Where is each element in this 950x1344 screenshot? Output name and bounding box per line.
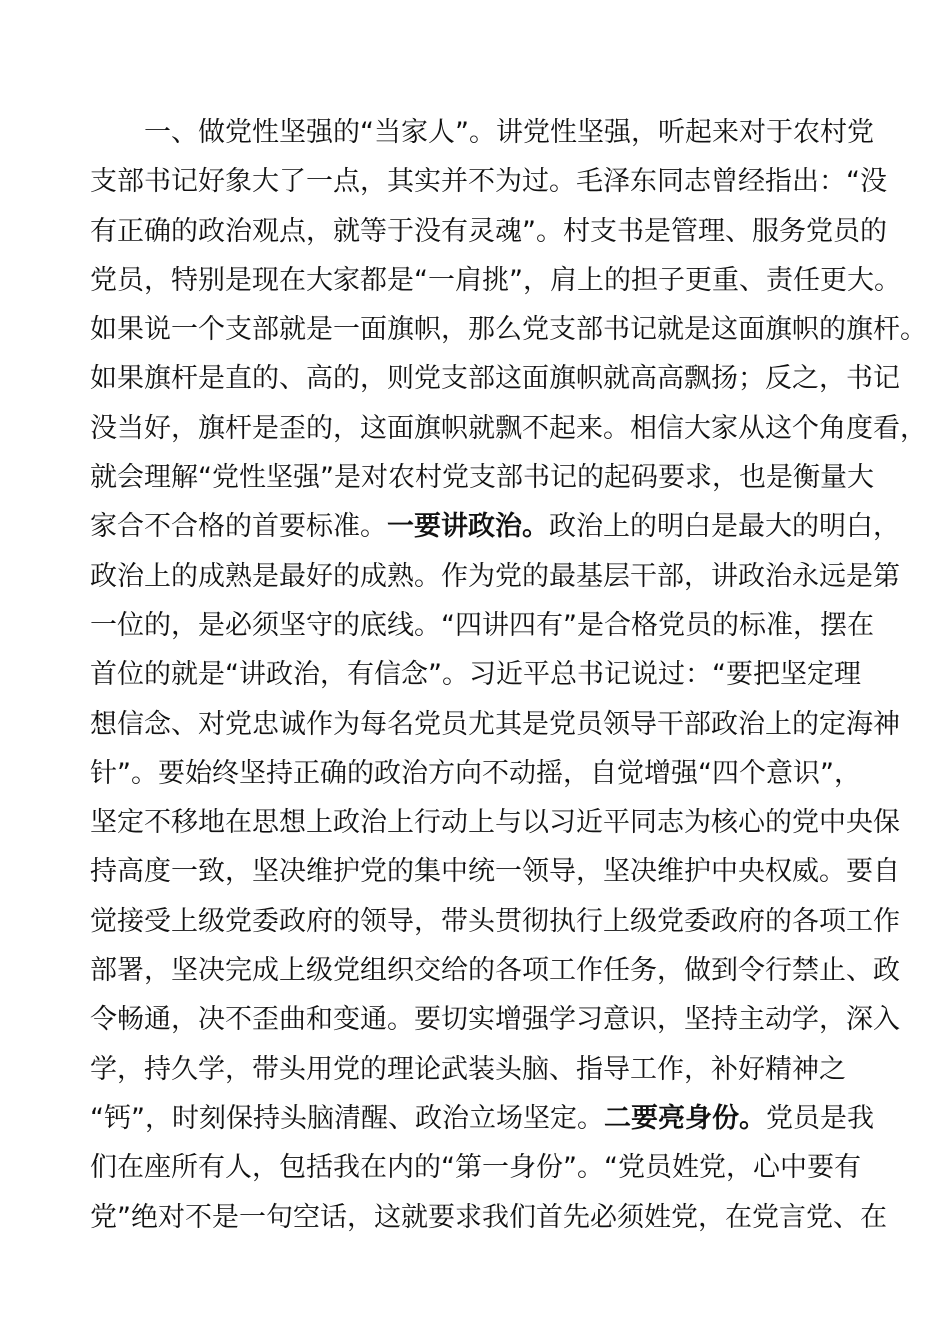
text-run: 一、做党性坚强的“当家人”。讲党性坚强，听起来对于农村党 xyxy=(144,117,874,148)
text-run: 令畅通，决不歪曲和变通。要切实增强学习意识，坚持主动学，深入 xyxy=(90,1004,900,1036)
text-line xyxy=(90,1045,880,1094)
text-run: “钙”，时刻保持头脑清醒、政治立场坚定。 xyxy=(90,1102,604,1134)
text-run: 政治上的明白是最大的明白， xyxy=(549,511,900,543)
text-line xyxy=(90,1143,880,1192)
text-line xyxy=(90,256,901,305)
text-run: 党员是我 xyxy=(765,1102,874,1134)
text-run: 党员，特别是现在大家都是“一肩挑”，肩上的担子更重、责任更大。 xyxy=(90,264,901,296)
text-run: 支部书记好象大了一点，其实并不为过。毛泽东同志曾经指出：“没 xyxy=(90,166,887,198)
text-line xyxy=(90,404,927,453)
text-run: 首位的就是“讲政治，有信念”。习近平总书记说过：“要把坚定理 xyxy=(90,659,861,691)
text-line xyxy=(90,1094,880,1143)
text-line xyxy=(90,552,900,601)
text-run: 针”。要始终坚持正确的政治方向不动摇，自觉增强“四个意识”， xyxy=(90,757,861,789)
text-line xyxy=(90,305,927,354)
text-run: 想信念、对党忠诚作为每名党员尤其是党员领导干部政治上的定海神 xyxy=(90,708,900,740)
text-line xyxy=(90,749,880,798)
text-run: 就会理解“党性坚强”是对农村党支部书记的起码要求，也是衡量大 xyxy=(90,462,874,494)
text-run: 觉接受上级党委政府的领导，带头贯彻执行上级党委政府的各项工作 xyxy=(90,905,900,937)
text-line xyxy=(90,453,880,502)
text-run: 们在座所有人，包括我在内的“第一身份”。“党员姓党，心中要有 xyxy=(90,1152,861,1184)
text-run: 持高度一致，坚决维护党的集中统一领导，坚决维护中央权威。要自 xyxy=(90,856,900,888)
text-run: 有正确的政治观点，就等于没有灵魂”。村支书是管理、服务党员的 xyxy=(90,215,887,247)
text-line xyxy=(90,798,900,847)
text-line xyxy=(90,502,900,551)
text-line xyxy=(90,157,887,206)
text-run: 如果旗杆是直的、高的，则党支部这面旗帜就高高飘扬；反之，书记 xyxy=(90,363,900,395)
text-line xyxy=(90,354,900,403)
text-run: 党”绝对不是一句空话，这就要求我们首先必须姓党，在党言党、在 xyxy=(90,1201,887,1233)
text-run: 坚定不移地在思想上政治上行动上与以习近平同志为核心的党中央保 xyxy=(90,807,900,839)
text-run: 政治上的成熟是最好的成熟。作为党的最基层干部，讲政治永远是第 xyxy=(90,560,900,592)
text-run: 一位的，是必须坚守的底线。“四讲四有”是合格党员的标准，摆在 xyxy=(90,609,874,641)
text-line xyxy=(90,1193,887,1242)
text-line xyxy=(90,897,900,946)
text-run: 学，持久学，带头用党的理论武装头脑、指导工作，补好精神之 xyxy=(90,1053,846,1085)
text-line xyxy=(90,650,880,699)
body-text xyxy=(90,108,927,1242)
text-line xyxy=(90,946,900,995)
text-line xyxy=(90,700,900,749)
text-run: 如果说一个支部就是一面旗帜，那么党支部书记就是这面旗帜的旗杆。 xyxy=(90,314,927,346)
text-line xyxy=(90,601,880,650)
text-run: 家合不合格的首要标准。 xyxy=(90,511,387,543)
bold-heading-run: 一要讲政治。 xyxy=(387,511,549,543)
text-run: 部署，坚决完成上级党组织交给的各项工作任务，做到令行禁止、政 xyxy=(90,955,900,987)
text-line xyxy=(90,108,880,157)
bold-heading-run: 二要亮身份。 xyxy=(603,1102,766,1134)
text-line xyxy=(90,207,887,256)
text-line xyxy=(90,847,900,896)
text-run: 没当好，旗杆是歪的，这面旗帜就飘不起来。相信大家从这个角度看， xyxy=(90,412,927,444)
text-line xyxy=(90,995,900,1044)
